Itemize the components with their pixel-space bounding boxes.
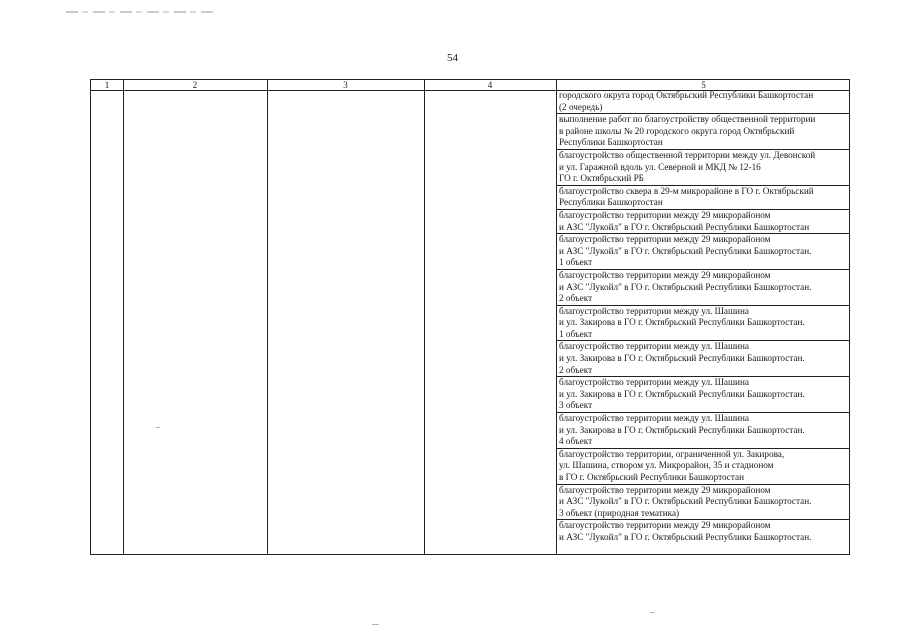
program-table — [90, 79, 850, 555]
table-row — [556, 150, 849, 186]
entry-text-line: 1 объект — [559, 328, 593, 339]
entry-text-line: 4 объект — [559, 436, 593, 447]
entry-text-line: и ул. Закирова в ГО г. Октябрьский Республики Башкортостан. — [559, 353, 805, 364]
entry-text-line: и АЗС "Лукойл" в ГО г. Октябрьский Республики Башкортостан — [559, 221, 810, 232]
scan-speck — [156, 427, 160, 428]
entry-text-line: 1 объект — [559, 257, 593, 268]
table-row — [556, 186, 849, 210]
entry-text-line: благоустройство территории, ограниченной ул. Закирова, — [559, 448, 785, 459]
scan-speck — [650, 612, 655, 613]
entry-text-line: выполнение работ по благоустройству общественной территории — [559, 114, 816, 125]
table-row — [556, 234, 849, 270]
table-row — [556, 306, 849, 342]
column-divider — [267, 80, 268, 554]
scan-speck — [372, 624, 379, 625]
table-row — [556, 90, 849, 114]
entry-text-line: благоустройство территории между 29 микрорайоном — [559, 209, 771, 220]
header-col-3: 3 — [343, 80, 348, 90]
entry-text-line: и АЗС "Лукойл" в ГО г. Октябрьский Республики Башкортостан. — [559, 281, 812, 292]
table-row — [556, 413, 849, 449]
entry-text-line: и АЗС "Лукойл" в ГО г. Октябрьский Республики Башкортостан. — [559, 496, 812, 507]
entry-text-line: благоустройство общественной территории между ул. Девонской — [559, 149, 816, 160]
entry-text-line: и ул. Закирова в ГО г. Октябрьский Республики Башкортостан. — [559, 388, 805, 399]
header-col-4: 4 — [487, 80, 493, 90]
entry-text-line: благоустройство территории между ул. Шашина — [559, 305, 749, 316]
table-row — [556, 449, 849, 485]
entry-text-line: и ул. Гаражной вдоль ул. Северной и МКД № 12-16 — [559, 161, 761, 172]
entry-text-line: благоустройство территории между 29 микрорайоном — [559, 234, 771, 245]
table-row — [556, 210, 849, 234]
entry-text-line: и АЗС "Лукойл" в ГО г. Октябрьский Республики Башкортостан. — [559, 245, 812, 256]
column-divider — [424, 80, 425, 554]
table-row — [556, 114, 849, 150]
header-col-2: 2 — [192, 80, 198, 90]
page-number: 54 — [447, 52, 458, 64]
entry-text-line: городского округа город Октябрьский Республики Башкортостан — [559, 90, 814, 100]
entry-text-line: благоустройство территории между 29 микрорайоном — [559, 520, 771, 531]
entry-text-line: благоустройство территории между 29 микрорайоном — [559, 484, 771, 495]
entry-text-line: (2 очередь) — [559, 101, 603, 112]
entry-text-line: благоустройство территории между ул. Шашина — [559, 341, 749, 352]
entry-text-line: Республики Башкортостан — [559, 197, 663, 208]
entry-text-line: 3 объект — [559, 400, 593, 411]
entry-text-line: и АЗС "Лукойл" в ГО г. Октябрьский Республики Башкортостан. — [559, 531, 812, 542]
header-col-5: 5 — [701, 80, 706, 90]
column-divider — [123, 80, 124, 554]
header-col-1: 1 — [104, 80, 110, 90]
table-row — [556, 520, 849, 543]
table-row — [556, 270, 849, 306]
table-row — [556, 377, 849, 413]
entry-text-line: и ул. Закирова в ГО г. Октябрьский Республики Башкортостан. — [559, 317, 805, 328]
scan-artifact-mark — [66, 11, 214, 13]
entry-text-line: 2 объект — [559, 364, 593, 375]
entry-text-line: 3 объект (природная тематика) — [559, 507, 680, 518]
entry-text-line: ГО г. Октябрьский РБ — [559, 173, 644, 184]
table-row — [556, 485, 849, 521]
column-5-entries — [556, 90, 849, 554]
table-row — [556, 341, 849, 377]
entry-text-line: в ГО г. Октябрьский Республики Башкортостан — [559, 472, 744, 482]
entry-text-line: Республики Башкортостан — [559, 137, 663, 148]
entry-text-line: в районе школы № 20 городского округа город Октябрьский — [559, 125, 795, 136]
entry-text-line: благоустройство территории между ул. Шашина — [559, 377, 749, 388]
entry-text-line: ул. Шашина, створом ул. Микрорайон, 35 и стадионом — [559, 460, 774, 471]
entry-text-line: 2 объект — [559, 293, 593, 304]
entry-text-line: благоустройство территории между ул. Шашина — [559, 413, 749, 424]
entry-text-line: благоустройство территории между 29 микрорайоном — [559, 269, 771, 280]
entry-text-line: благоустройство сквера в 29-м микрорайоне в ГО г. Октябрьский — [559, 185, 814, 196]
entry-text-line: и ул. Закирова в ГО г. Октябрьский Республики Башкортостан. — [559, 424, 805, 435]
